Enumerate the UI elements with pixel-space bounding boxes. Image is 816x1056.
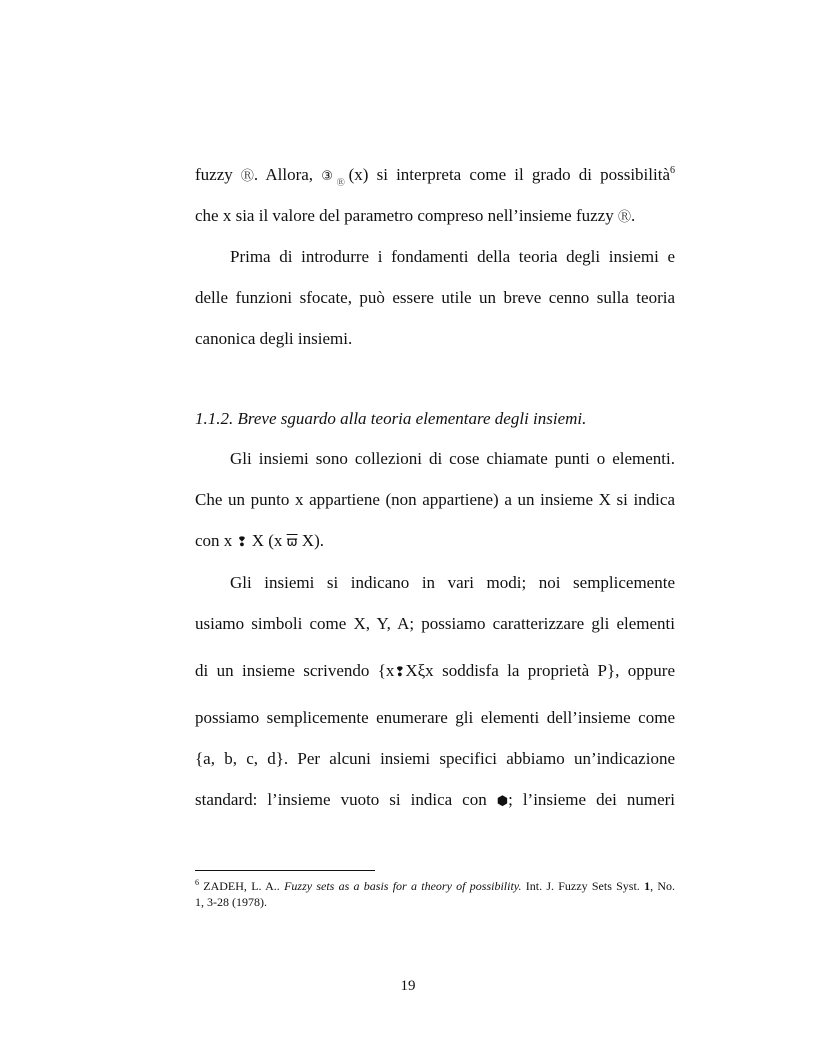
body-line-1: fuzzy Ⓡ. Allora, $③_Ⓡ(x)$ si interpreta come il grado di possibilità$^6$ — [195, 165, 675, 187]
body-line-6: Gli insiemi sono collezioni di cose chiamate punti o elementi. — [230, 449, 675, 468]
body-line-8: con x ❢ X (x $\overline{ϖ}$ X). — [195, 531, 324, 550]
footnote-title: Fuzzy sets as a basis for a theory of possibility. — [284, 879, 522, 893]
not-element-of-symbol: $\overline{ϖ}$ — [286, 535, 298, 550]
body-line-3: Prima di introdurre i fondamenti della teoria degli insiemi e — [230, 247, 675, 266]
footnote-line-2: 1, 3-28 (1978). — [195, 895, 267, 909]
fuzzy-set-symbol: Ⓡ — [617, 210, 631, 225]
page-number: 19 — [400, 978, 416, 994]
body-line-5: canonica degli insiemi. — [195, 329, 353, 348]
body-line-7: Che un punto x appartiene (non appartiene) a un insieme X si indica — [195, 490, 675, 509]
body-line-14: standard: l’insieme vuoto si indica con ⬢; l’insieme dei numeri — [195, 790, 676, 809]
footnote-volume: 1 — [644, 879, 651, 893]
body-line-9: Gli insiemi si indicano in vari modi; noi semplicemente — [230, 573, 675, 592]
element-of-symbol: ❢ — [236, 535, 248, 550]
body-line-11: di un insieme scrivendo {x❢Xξx soddisfa la proprietà P}, oppure — [195, 661, 675, 680]
membership-function-symbol: ③ — [321, 169, 333, 184]
body-line-12: possiamo semplicemente enumerare gli elementi dell’insieme come — [195, 708, 675, 727]
section-heading: 1.1.2. Breve sguardo alla teoria elementare degli insiemi. — [195, 409, 587, 428]
footnote-line-1: $^6$ ZADEH, L. A.. Fuzzy sets as a basis for a theory of possibility. Int. J. Fuzzy Sets Syst. 1, No. — [195, 878, 676, 893]
membership-subscript: Ⓡ — [332, 178, 349, 187]
footnote-mark: 6 — [195, 878, 199, 887]
element-of-symbol: ❢ — [394, 665, 406, 680]
body-line-10: usiamo simboli come X, Y, A; possiamo caratterizzare gli elementi — [195, 614, 675, 633]
fuzzy-set-symbol: Ⓡ — [240, 169, 254, 184]
footnote-divider — [195, 870, 375, 871]
empty-set-symbol: ⬢ — [496, 794, 509, 809]
body-line-4: delle funzioni sfocate, può essere utile un breve cenno sulla teoria — [195, 288, 675, 307]
body-line-2: che x sia il valore del parametro compreso nell’insieme fuzzy Ⓡ. — [195, 206, 675, 228]
body-line-13: {a, b, c, d}. Per alcuni insiemi specifici abbiamo un’indicazione — [195, 749, 675, 768]
footnote-ref: 6 — [670, 165, 675, 176]
